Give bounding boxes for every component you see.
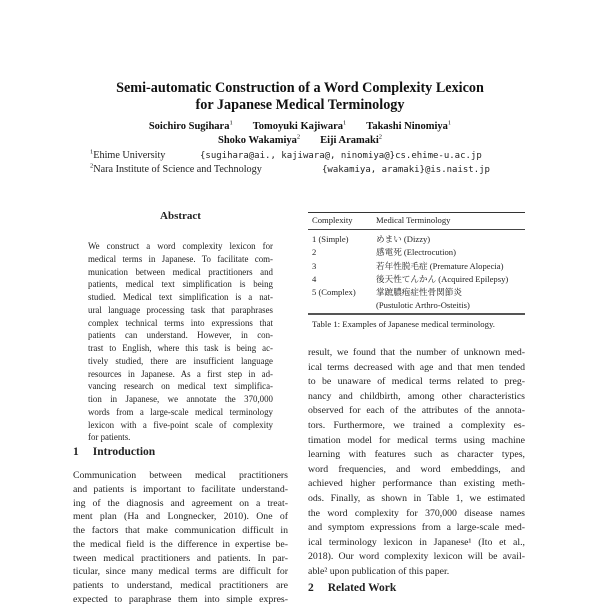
text-line: ods. Finally, as shown in Table 1, we estimated	[308, 492, 525, 504]
author-row	[0, 134, 600, 148]
text-line: words from a large-scale medical terminology	[88, 406, 273, 417]
related-work-heading	[308, 582, 396, 594]
affiliation-2	[90, 163, 520, 177]
text-line: vancing research on medical text simplifica-	[88, 381, 273, 392]
author-affiliation-mark: 2	[378, 133, 383, 141]
text-line: tively studied, there are insufficient language	[88, 355, 273, 366]
text-line: observed for each of the attributes of the annota-	[308, 405, 525, 417]
text-line: tween medical practitioners and patients. In par-	[73, 552, 288, 564]
complexity-cell: 5 (Complex)	[312, 287, 356, 298]
section-title: Related Work	[327, 582, 397, 594]
author-list	[0, 120, 600, 148]
text-line: the word complexity for 370,000 disease names	[308, 507, 525, 519]
intro-heading	[73, 446, 155, 458]
terminology-cell: 若年性脱毛症 (Premature Alopecia)	[376, 260, 504, 271]
terminology-cell: 掌蹠膿疱症性骨関節炎	[376, 287, 462, 298]
text-line: complex technical terms into expressions that	[88, 317, 273, 328]
affiliation-name: Nara Institute of Science and Technology	[93, 164, 262, 175]
text-line: to be unaware of medical terms related to preg-	[308, 376, 525, 388]
text-line: the medical field is the difference in expertise be-	[73, 538, 288, 550]
terminology-cell: 感電死 (Electrocution)	[376, 247, 456, 258]
affiliation-name: Ehime University	[93, 150, 166, 161]
text-line: tion in Japanese, we annotate the 370,000	[88, 394, 273, 404]
table-header-row	[308, 213, 525, 230]
abstract-text	[88, 240, 273, 444]
author-affiliation-mark: 1	[447, 119, 452, 127]
text-line: munication between medical practitioners and	[88, 266, 273, 277]
abstract-heading: Abstract	[160, 210, 201, 222]
text-line: trast to English, where this task is being ac-	[88, 343, 273, 353]
text-line: timation model for medical terms using machine	[308, 434, 525, 446]
section-number: 1	[73, 446, 79, 458]
text-line: studied. Medical text simplification is a nat-	[88, 292, 273, 302]
text-line: Communication between medical practitioners	[73, 470, 288, 481]
text-line: able² upon publication of this paper.	[308, 565, 450, 577]
author-affiliation-mark: 2	[296, 133, 301, 141]
text-line: We construct a word complexity lexicon for	[88, 241, 273, 251]
author-name	[149, 121, 233, 132]
intro-text	[73, 469, 288, 607]
complexity-cell: 3	[312, 260, 317, 271]
text-line: tors. Furthermore, we trained a complexity es-	[308, 419, 525, 431]
text-line: and patients is important to facilitate understand-	[73, 483, 288, 495]
text-line: lexicon with a five-point scale of complexity	[88, 419, 273, 430]
text-line: ticular, since many medical terms are difficult for	[73, 566, 288, 578]
affiliation-email: {sugihara@ai., kajiwara@, ninomiya@}cs.ehime-u.ac.jp	[200, 151, 482, 161]
table-caption: Table 1: Examples of Japanese medical terminology.	[312, 319, 495, 329]
text-line: expected to paraphrase them into simple expres-	[73, 593, 288, 605]
table-row	[308, 286, 525, 299]
section-number: 2	[308, 582, 314, 594]
affiliation-number: 1	[90, 148, 94, 156]
terminology-table	[308, 212, 525, 315]
text-line: for patients.	[88, 432, 131, 443]
text-line: result, we found that the number of unknown med-	[308, 347, 525, 358]
text-line: and symptom expressions from a large-scale med-	[308, 522, 525, 534]
table-row	[308, 273, 525, 286]
author-name	[253, 121, 347, 132]
section-title: Introduction	[92, 446, 156, 458]
text-line: ment plan (Ha and Longnecker, 2010). One of	[73, 511, 288, 523]
text-line: medical terms in Japanese. To facilitate com-	[88, 253, 273, 264]
paper-title	[0, 80, 600, 114]
table-row	[308, 260, 525, 273]
text-line: patients, medical text simplification is being	[88, 279, 273, 290]
complexity-cell: 2	[312, 247, 317, 258]
title-line-1: Semi-automatic Construction of a Word Complexity Lexicon	[116, 80, 484, 96]
affiliation-email: {wakamiya, aramaki}@is.naist.jp	[322, 165, 490, 175]
table-row	[308, 246, 525, 259]
text-line: resources in Japanese. As a first step in ad-	[88, 368, 273, 379]
text-line: ing of the diagnosis and agreement on a treat-	[73, 497, 288, 509]
author-name	[366, 121, 451, 132]
affiliation-1	[90, 149, 520, 163]
author-name-text: Tomoyuki Kajiwara	[252, 121, 344, 132]
author-name-text: Takashi Ninomiya	[366, 121, 448, 132]
column-header: Medical Terminology	[376, 215, 451, 226]
table-row	[308, 299, 525, 313]
text-line: learning with features such as character types,	[308, 449, 525, 461]
terminology-cell: 後天性てんかん (Acquired Epilepsy)	[376, 273, 509, 284]
complexity-cell: 4	[312, 273, 317, 284]
author-affiliation-mark: 1	[229, 119, 233, 127]
title-line-2: for Japanese Medical Terminology	[195, 97, 405, 113]
text-line: ical terms decreased with age and that men tended	[308, 361, 525, 373]
author-name-text: Soichiro Sugihara	[148, 121, 230, 132]
terminology-cell: めまい (Dizzy)	[376, 234, 431, 244]
author-name	[320, 135, 382, 146]
text-line: achieved higher performance than existing meth-	[308, 478, 525, 490]
text-line: patients to understand, medical practitioners are	[73, 580, 288, 591]
text-line: 2018). Our word complexity lexicon will be avail-	[308, 551, 525, 563]
text-line: ural language processing task that paraphrases	[88, 304, 273, 315]
terminology-cell: (Pustulotic Arthro-Osteitis)	[376, 300, 470, 311]
complexity-cell: 1 (Simple)	[312, 234, 349, 244]
author-name-text: Eiji Aramaki	[320, 135, 379, 146]
text-line: ical terminology lexicon in Japanese¹ (Ito et al.,	[308, 536, 525, 548]
author-name-text: Shoko Wakamiya	[217, 135, 297, 146]
author-row	[0, 120, 600, 134]
right-column-text	[308, 346, 525, 580]
text-line: patients can understand. However, in con-	[88, 330, 273, 341]
text-line: nancy and childbirth, among other characteristics	[308, 390, 525, 402]
affiliation-number: 2	[90, 162, 94, 170]
column-header: Complexity	[312, 215, 353, 226]
table-row	[308, 230, 525, 247]
text-line: word frequencies, and word embeddings, and	[308, 463, 525, 475]
text-line: the factors that make communication difficult in	[73, 525, 288, 536]
author-name	[218, 135, 300, 146]
complexity-cell	[308, 299, 372, 313]
author-affiliation-mark: 1	[343, 119, 347, 127]
